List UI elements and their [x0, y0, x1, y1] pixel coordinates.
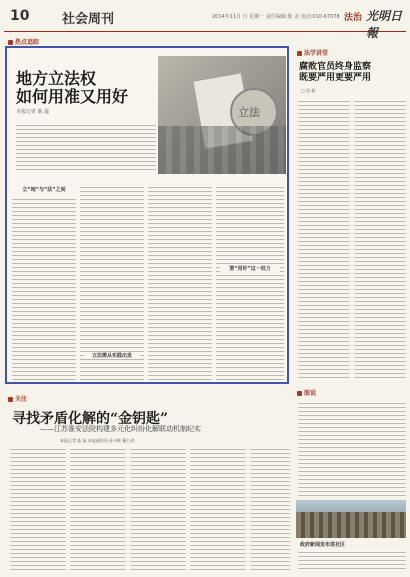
bottom-column-4 — [190, 446, 246, 572]
right-story-label: 法学讲堂 — [297, 48, 328, 57]
bullet-icon — [297, 51, 302, 56]
bullet-icon — [8, 397, 13, 402]
community-photo — [296, 500, 406, 538]
right-column-1 — [298, 98, 350, 380]
section-name: 社会周刊 — [62, 12, 115, 27]
right-byline: □ 屈 新 — [301, 88, 316, 93]
photo-caption: 政府新闻发布进社区 — [300, 542, 346, 548]
photo-section-label: 图说 — [297, 388, 316, 397]
article-column-4 — [216, 184, 284, 380]
bullet-icon — [8, 40, 13, 45]
bottom-column-3 — [130, 446, 186, 572]
bottom-headline[interactable]: 寻找矛盾化解的“金钥匙” — [12, 411, 169, 427]
main-story-label: 热点追踪 — [8, 37, 39, 46]
page-number: 10 — [10, 8, 30, 24]
lede-text — [16, 122, 156, 172]
stamp-icon: 立法 — [230, 88, 278, 136]
newspaper-logo: 光明日報 — [366, 9, 403, 40]
crowd-image — [296, 512, 406, 538]
subhead-2: 立法需从实践出发 — [84, 352, 140, 359]
photo-section-text — [298, 400, 406, 496]
subhead-1: 立“地”与“法”之间 — [16, 186, 72, 193]
subhead-3: 要“用好”这一权力 — [220, 265, 280, 272]
main-byline: 本报记者 陈 磊 — [16, 109, 50, 115]
main-photo — [158, 56, 286, 174]
right-column-2 — [354, 98, 406, 380]
date-line: 2014年11月 日 星期一 责任编辑:陈 龙 电话:010-67078 — [212, 14, 340, 20]
bullet-icon — [297, 391, 302, 396]
bottom-column-1 — [10, 446, 66, 572]
bottom-byline: 本报记者 陈 磊 本报通讯员 孙丹晖 戴九奇 — [60, 438, 135, 443]
caption-text — [298, 549, 406, 571]
crowd-image — [158, 126, 286, 174]
bottom-column-2 — [70, 446, 126, 572]
article-column-2 — [80, 184, 144, 380]
article-column-3 — [148, 184, 212, 380]
main-headline[interactable]: 地方立法权 如何用准又用好 — [16, 69, 129, 106]
bottom-subheadline: ——江苏淮安法院构建多元化纠纷化解联动机制纪实 — [40, 425, 201, 433]
bottom-column-5 — [250, 446, 290, 572]
section-tag: 法治 — [344, 13, 363, 23]
right-headline[interactable]: 腐败官员终身监察 既要严用更要严用 — [299, 62, 372, 83]
article-column-1 — [12, 196, 76, 380]
masthead — [4, 4, 406, 40]
bottom-story-label: 关注 — [8, 394, 27, 403]
